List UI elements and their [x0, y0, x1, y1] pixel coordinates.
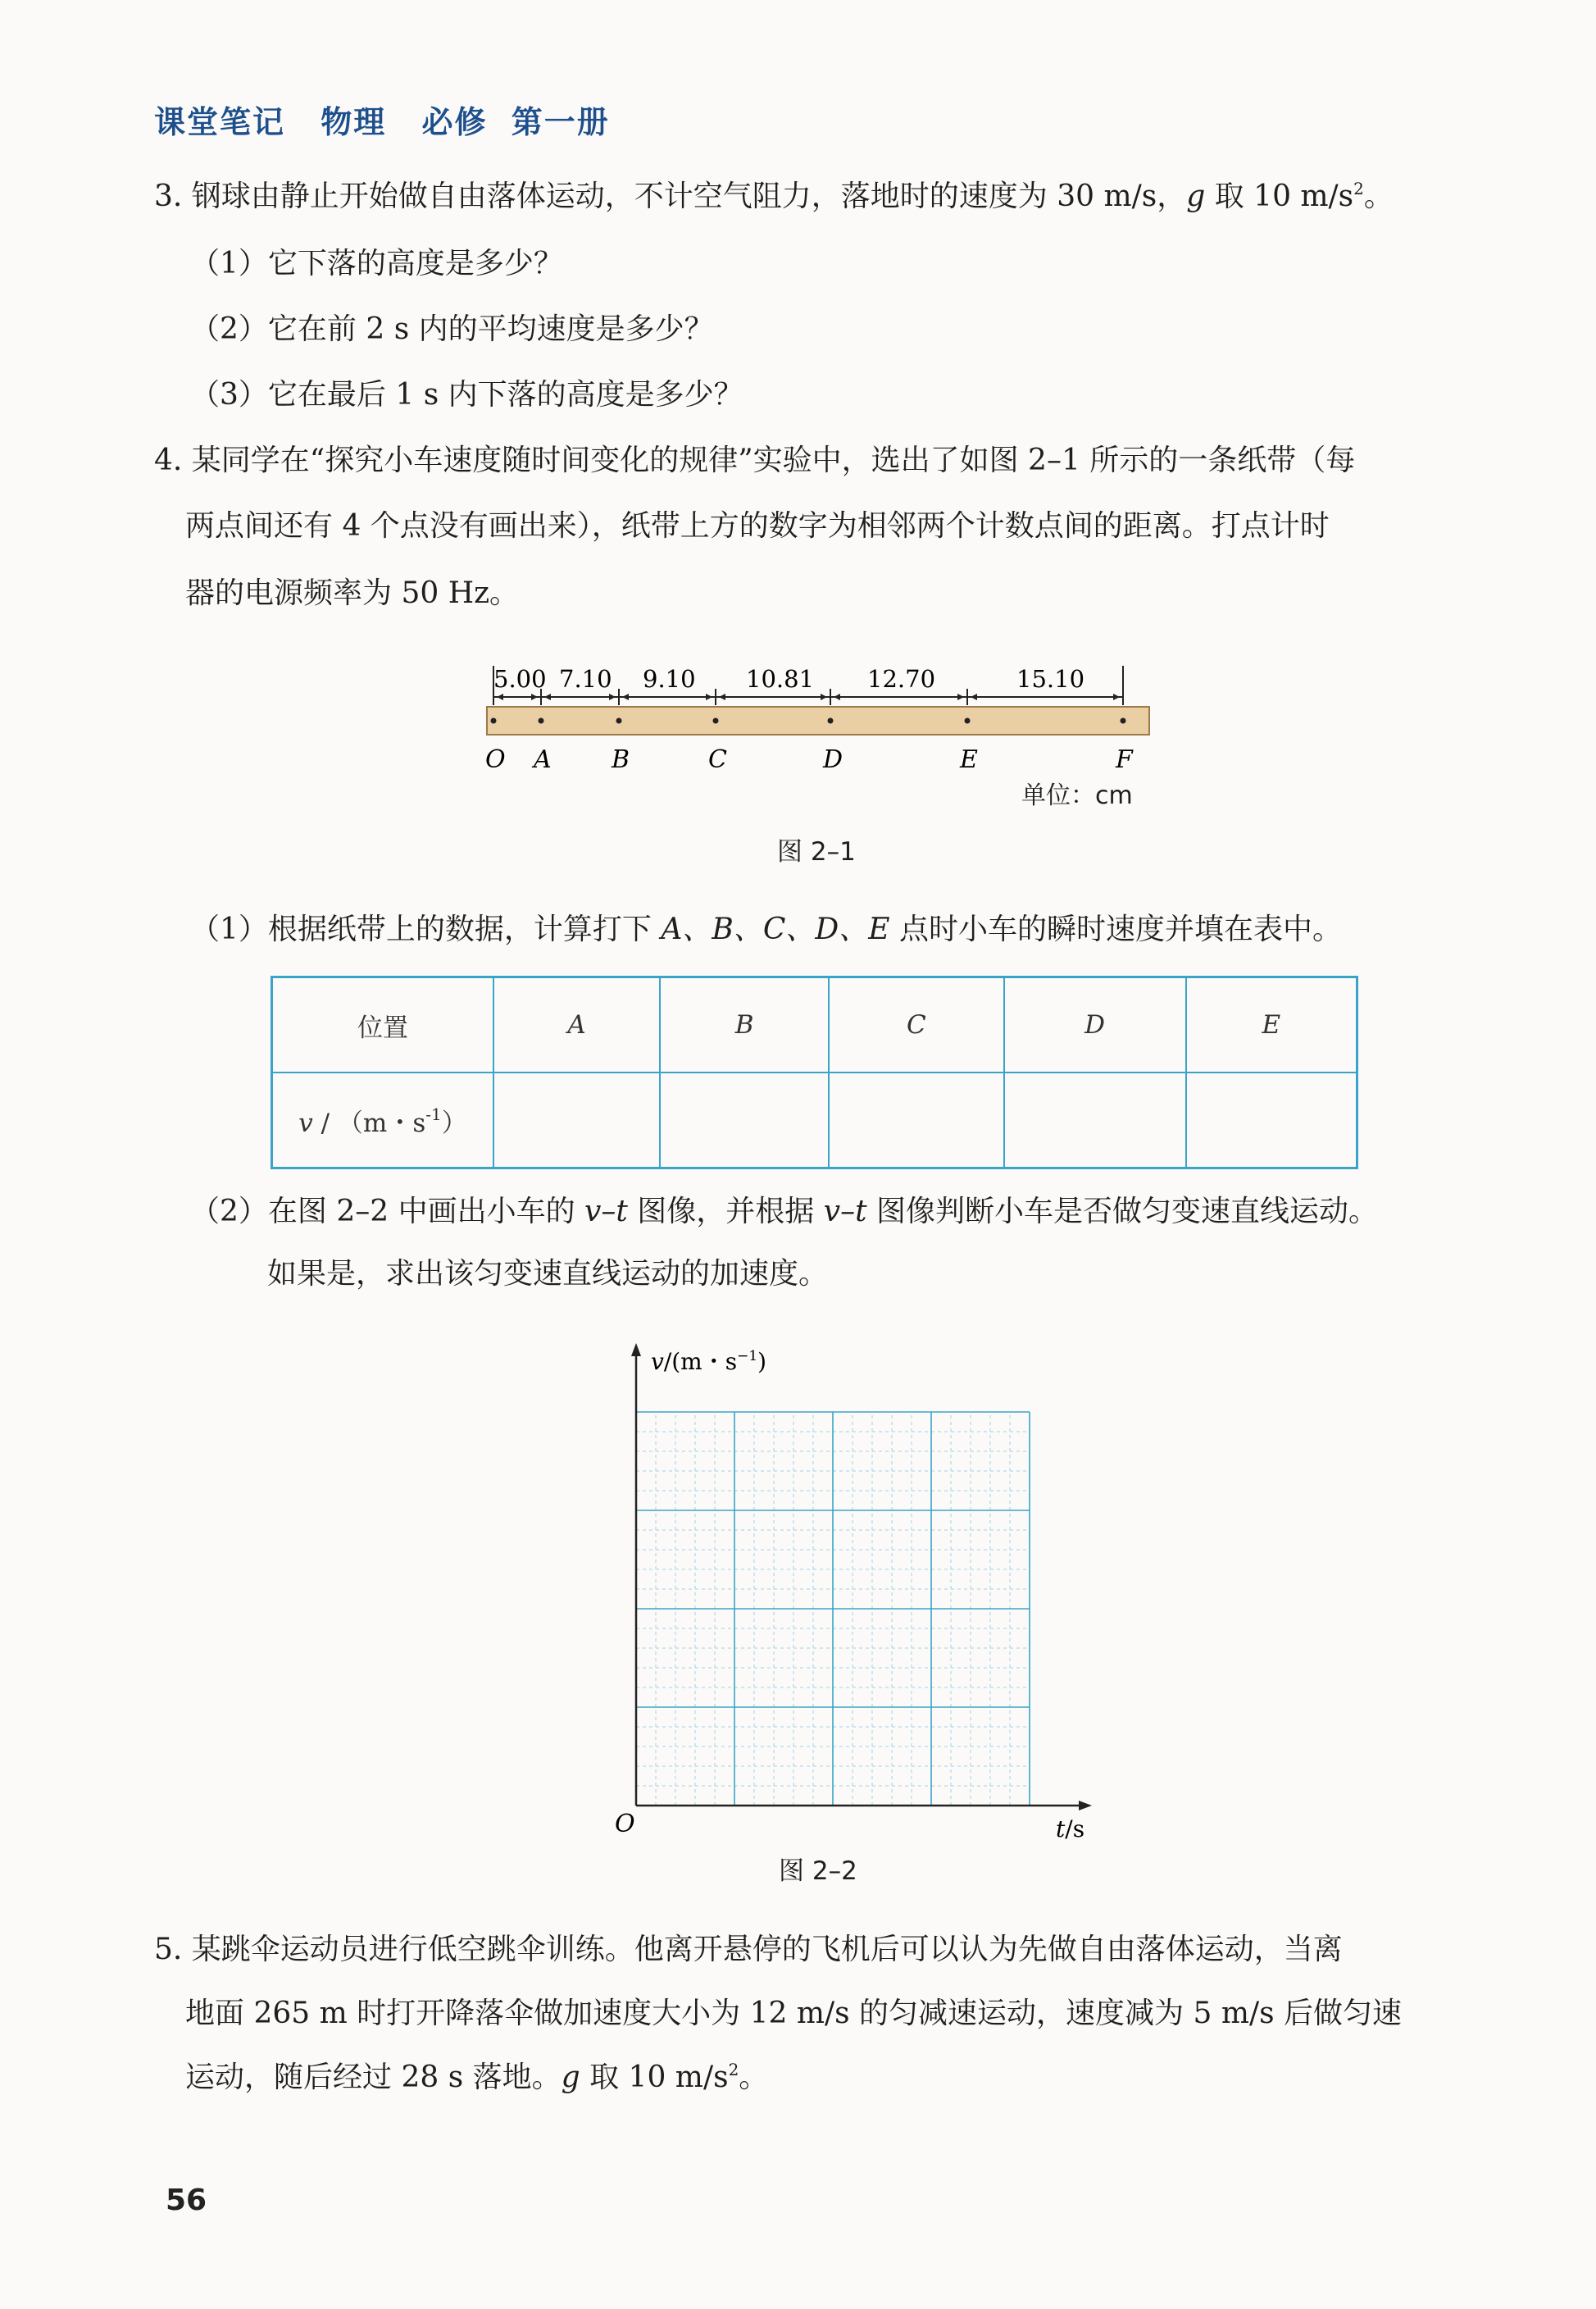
- header-subject: 物理: [321, 104, 387, 140]
- tape-point-E: E: [960, 745, 978, 774]
- tape-distance-2: 7.10: [559, 665, 612, 693]
- figure-2-2-vt-graph: [607, 1337, 1115, 1870]
- tape-point-A: A: [534, 745, 552, 774]
- q3-sub3: （3）它在最后 1 s 内下落的高度是多少？: [190, 378, 743, 412]
- tape-distance-1: 5.00: [493, 665, 547, 693]
- table-head-position: 位置: [272, 977, 494, 1073]
- q4-line2: 两点间还有 4 个点没有画出来），纸带上方的数字为相邻两个计数点间的距离。打点计时: [185, 509, 1330, 543]
- table-col-B: B: [660, 977, 829, 1073]
- tape-distance-3: 9.10: [643, 665, 696, 693]
- table-col-A: A: [493, 977, 660, 1073]
- table-cell-empty[interactable]: [1004, 1073, 1186, 1168]
- q4-line1: 4. 某同学在“探究小车速度随时间变化的规律”实验中，选出了如图 2–1 所示的一条纸带（每: [154, 444, 1356, 477]
- y-axis-arrow: [631, 1343, 641, 1356]
- velocity-table: [271, 976, 1358, 1169]
- tape-point-C: C: [708, 745, 727, 774]
- y-axis-label: v/(m・$s^{-1}$): [651, 1348, 767, 1375]
- q3-sub1: （1）它下落的高度是多少？: [190, 247, 563, 280]
- table-cell-empty[interactable]: [829, 1073, 1003, 1168]
- tape-distance-6: 15.10: [1016, 665, 1085, 693]
- q4-line3: 器的电源频率为 50 Hz。: [185, 576, 520, 610]
- header-series: 课堂笔记: [154, 104, 286, 140]
- q4-part1: （1）根据纸带上的数据，计算打下 A、B、C、D、E 点时小车的瞬时速度并填在表中。: [190, 913, 1342, 946]
- q5-line3: 运动，随后经过 28 s 落地。g 取 10 $m/s^2$。: [185, 2060, 769, 2094]
- page-number: 56: [166, 2184, 207, 2217]
- table-head-velocity: v / （m・$s^{-1}$）: [272, 1073, 494, 1168]
- q5-line1: 5. 某跳伞运动员进行低空跳伞训练。他离开悬停的飞机后可以认为先做自由落体运动，当离: [154, 1933, 1343, 1966]
- header-volume: 必修: [421, 104, 488, 140]
- paper-tape: [487, 707, 1149, 735]
- table-col-C: C: [829, 977, 1003, 1073]
- table-row: [272, 977, 1357, 1073]
- tape-distance-5: 12.70: [867, 665, 936, 693]
- q4-part2-line1: （2）在图 2–2 中画出小车的 v–t 图像，并根据 v–t 图像判断小车是否做匀变速直线运动。: [190, 1195, 1379, 1228]
- q3-stem: 3. 钢球由静止开始做自由落体运动，不计空气阻力，落地时的速度为 30 m/s，g 取 10 $m/s^2$。: [154, 179, 1394, 213]
- origin-label: O: [615, 1810, 635, 1838]
- tape-unit: 单位：cm: [1021, 781, 1133, 810]
- table-cell-empty[interactable]: [660, 1073, 829, 1168]
- tape-point-D: D: [823, 745, 843, 774]
- header-book: 第一册: [511, 104, 610, 140]
- table-col-E: E: [1186, 977, 1357, 1073]
- tape-point-F: F: [1116, 745, 1133, 774]
- x-axis-arrow: [1079, 1801, 1092, 1810]
- q3-sub2: （2）它在前 2 s 内的平均速度是多少？: [190, 312, 714, 346]
- tape-point-B: B: [612, 745, 630, 774]
- table-row: [272, 1073, 1357, 1168]
- figure-2-2-caption: 图 2–2: [779, 1856, 857, 1886]
- x-axis-label: t/s: [1056, 1815, 1085, 1842]
- figure-2-1-caption: 图 2–1: [777, 837, 856, 867]
- running-header: [154, 97, 633, 142]
- table-col-D: D: [1004, 977, 1186, 1073]
- table-cell-empty[interactable]: [493, 1073, 660, 1168]
- q4-part2-line2: 如果是，求出该匀变速直线运动的加速度。: [267, 1257, 829, 1291]
- table-cell-empty[interactable]: [1186, 1073, 1357, 1168]
- tape-distance-4: 10.81: [746, 665, 815, 693]
- q5-line2: 地面 265 m 时打开降落伞做加速度大小为 12 m/s 的匀减速运动，速度减为 5 m/s 后做匀速: [185, 1997, 1403, 2030]
- tape-point-O: O: [485, 745, 506, 774]
